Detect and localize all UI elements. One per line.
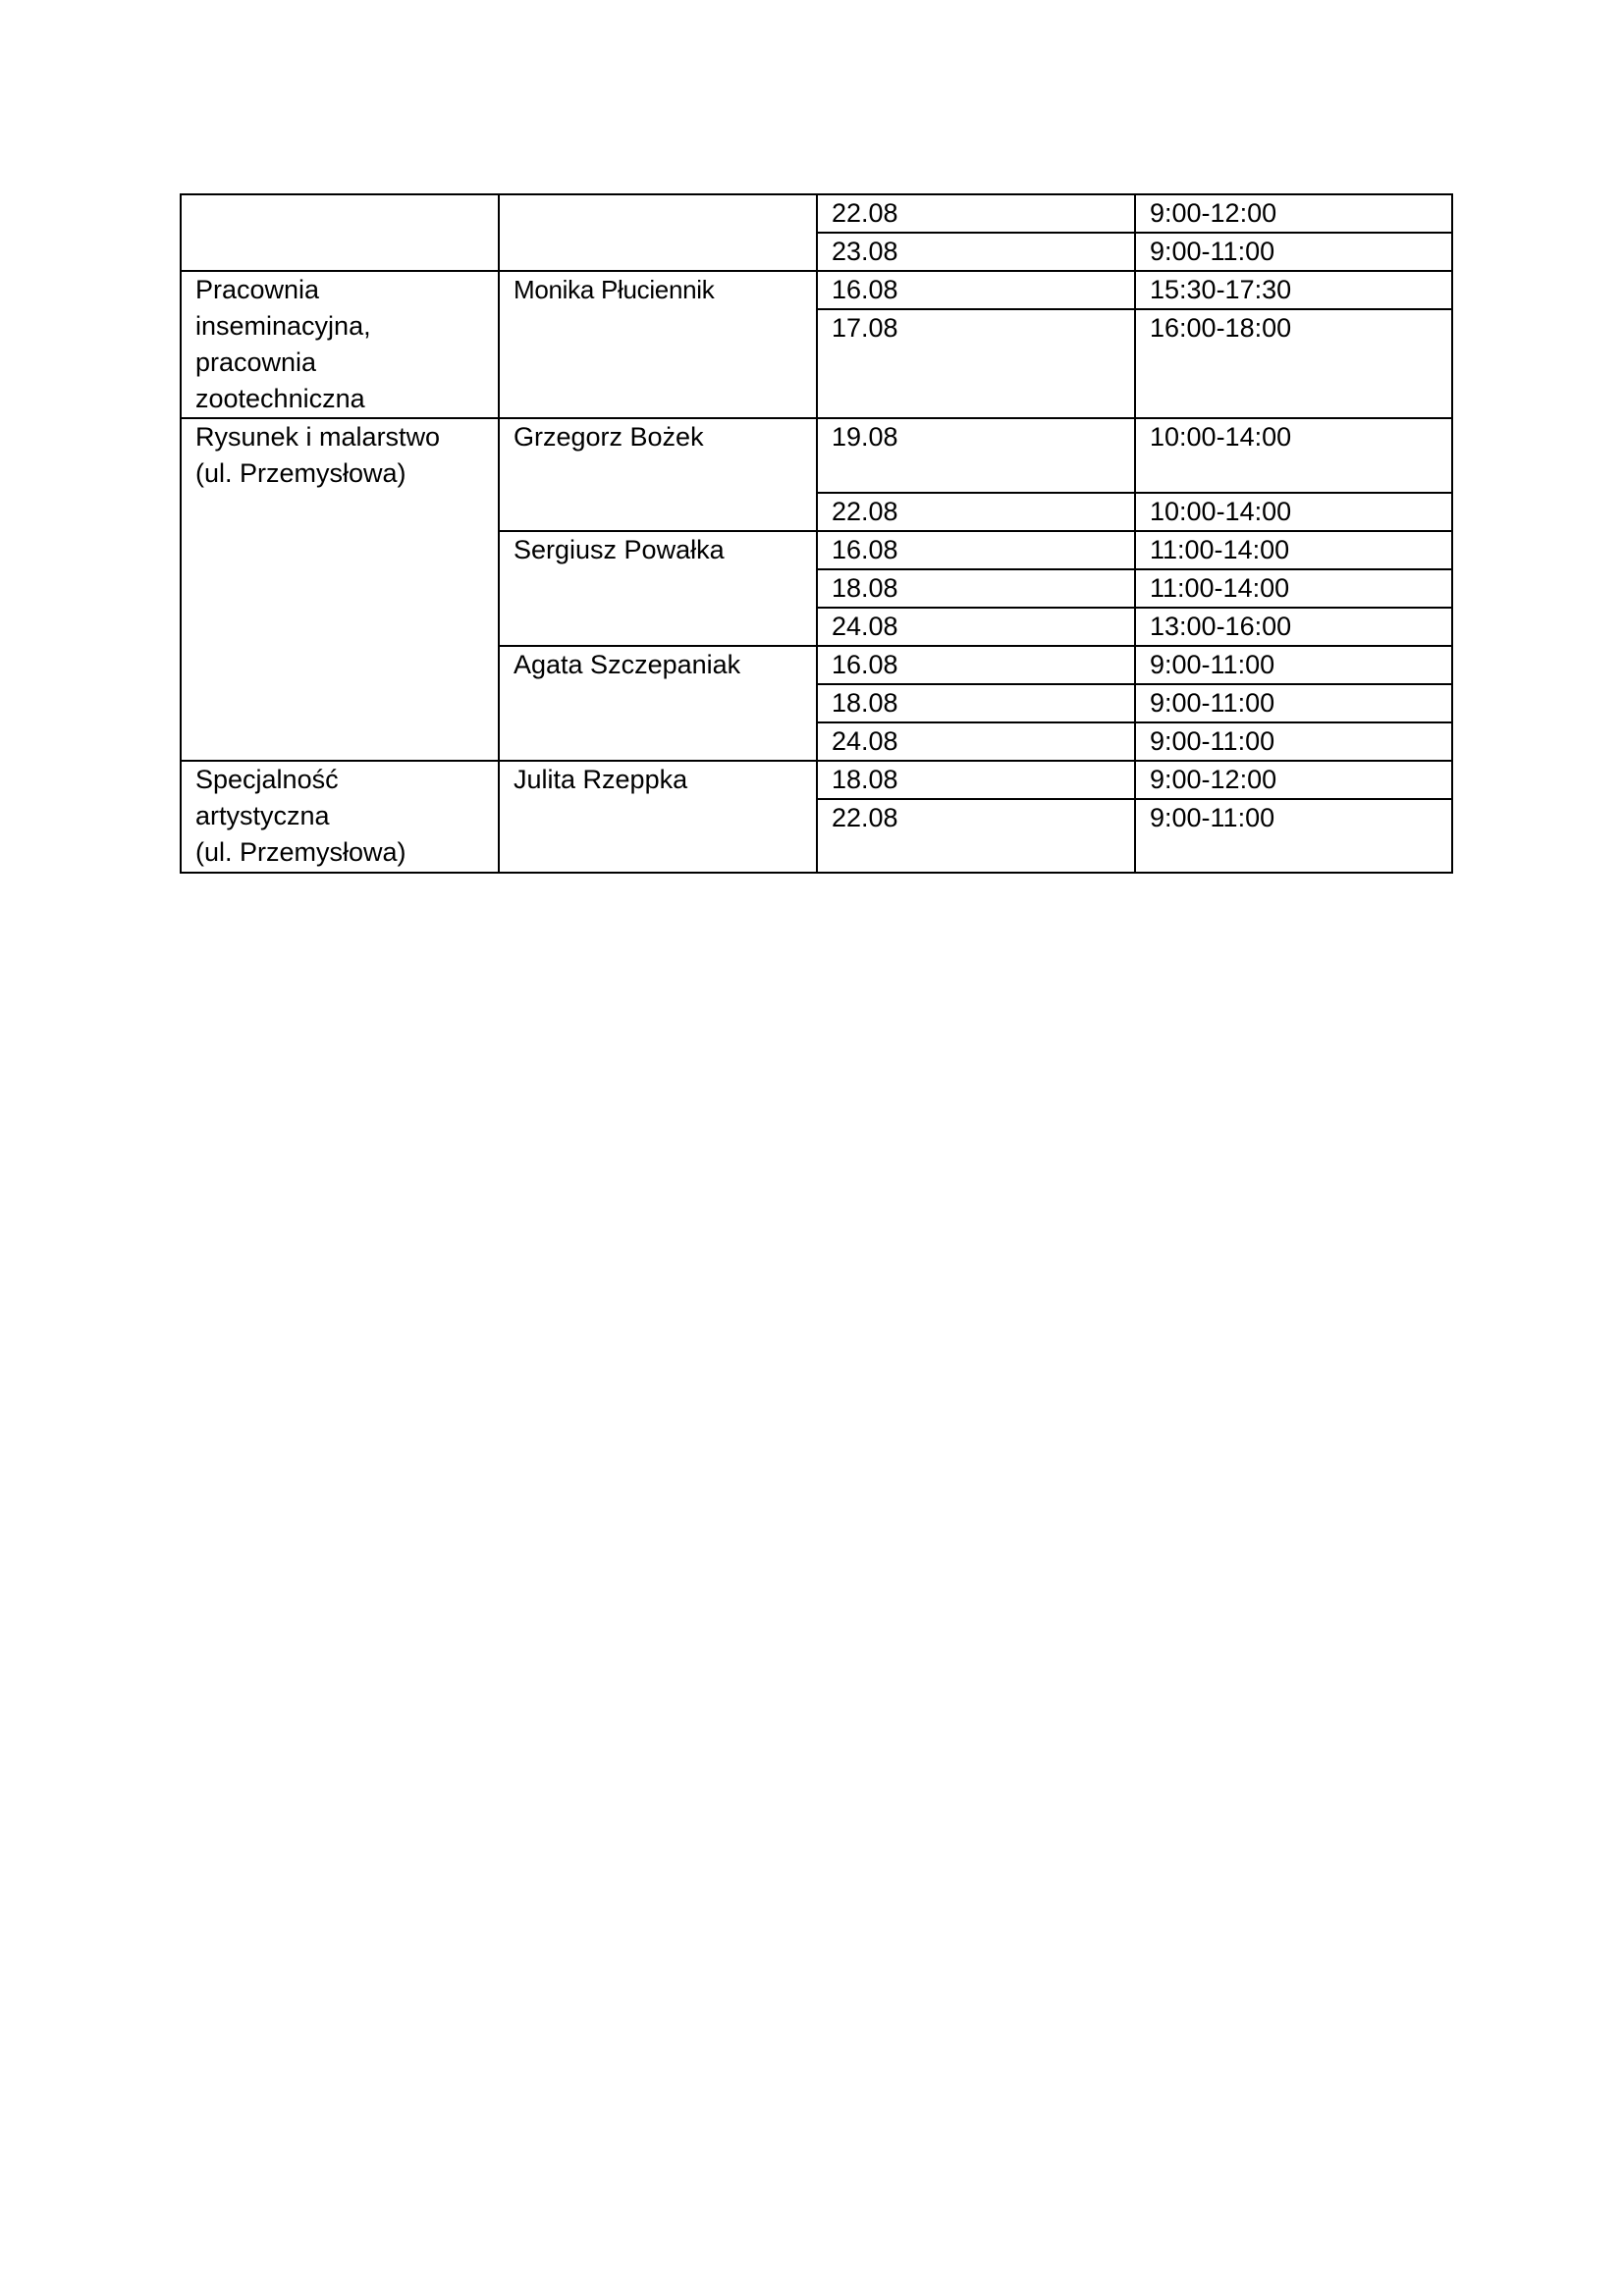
time-cell: 10:00-14:00 <box>1135 493 1452 531</box>
date-cell: 22.08 <box>817 194 1135 233</box>
date-cell: 18.08 <box>817 569 1135 608</box>
time-cell: 16:00-18:00 <box>1135 309 1452 418</box>
table-row <box>181 761 1452 799</box>
time-cell: 9:00-11:00 <box>1135 684 1452 722</box>
time-cell: 10:00-14:00 <box>1135 418 1452 493</box>
table-row <box>181 271 1452 309</box>
date-cell: 23.08 <box>817 233 1135 271</box>
date-cell: 16.08 <box>817 531 1135 569</box>
table-row <box>181 418 1452 493</box>
time-cell: 13:00-16:00 <box>1135 608 1452 646</box>
time-cell: 9:00-11:00 <box>1135 233 1452 271</box>
teacher-cell: Monika Płuciennik <box>499 271 817 418</box>
time-cell: 15:30-17:30 <box>1135 271 1452 309</box>
date-cell: 19.08 <box>817 418 1135 493</box>
time-cell: 9:00-12:00 <box>1135 194 1452 233</box>
teacher-cell-empty <box>499 194 817 271</box>
table-row <box>181 194 1452 233</box>
date-cell: 17.08 <box>817 309 1135 418</box>
subject-cell: Specjalność artystyczna (ul. Przemysłowa) <box>181 761 499 873</box>
date-cell: 24.08 <box>817 608 1135 646</box>
time-cell: 9:00-12:00 <box>1135 761 1452 799</box>
subject-cell-empty <box>181 194 499 271</box>
date-cell: 18.08 <box>817 684 1135 722</box>
time-cell: 11:00-14:00 <box>1135 569 1452 608</box>
time-cell: 9:00-11:00 <box>1135 722 1452 761</box>
date-cell: 16.08 <box>817 271 1135 309</box>
time-cell: 11:00-14:00 <box>1135 531 1452 569</box>
date-cell: 16.08 <box>817 646 1135 684</box>
schedule-table <box>180 193 1453 874</box>
date-cell: 18.08 <box>817 761 1135 799</box>
time-cell: 9:00-11:00 <box>1135 799 1452 873</box>
date-cell: 22.08 <box>817 493 1135 531</box>
teacher-cell: Sergiusz Powałka <box>499 531 817 646</box>
subject-cell: Rysunek i malarstwo (ul. Przemysłowa) <box>181 418 499 761</box>
teacher-cell: Julita Rzeppka <box>499 761 817 873</box>
date-cell: 24.08 <box>817 722 1135 761</box>
date-cell: 22.08 <box>817 799 1135 873</box>
teacher-cell: Agata Szczepaniak <box>499 646 817 761</box>
subject-cell: Pracownia inseminacyjna, pracownia zootechniczna <box>181 271 499 418</box>
time-cell: 9:00-11:00 <box>1135 646 1452 684</box>
teacher-cell: Grzegorz Bożek <box>499 418 817 531</box>
